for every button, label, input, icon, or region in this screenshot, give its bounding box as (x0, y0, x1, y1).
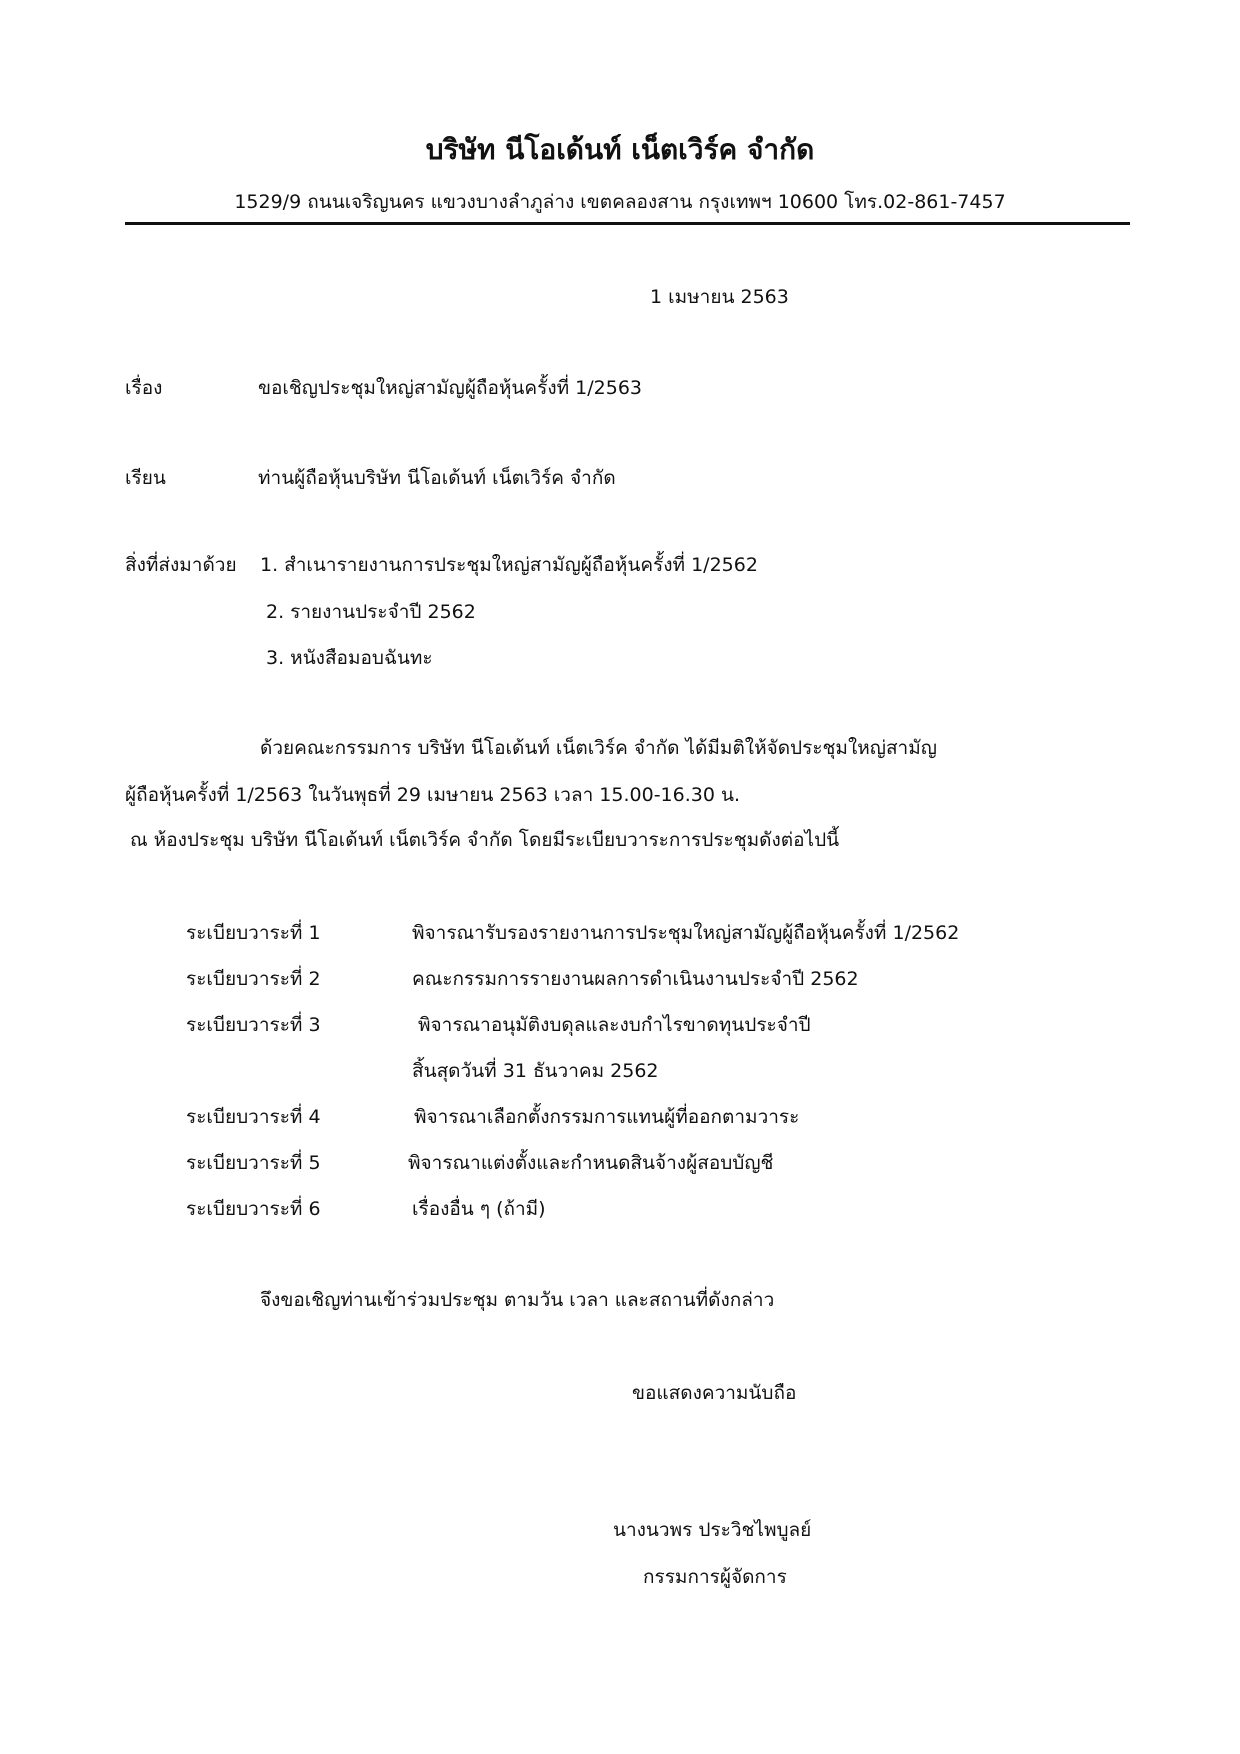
agenda-text-6: เรื่องอื่น ๆ (ถ้ามี) (412, 1198, 546, 1220)
agenda-label-2: ระเบียบวาระที่ 2 (186, 968, 321, 990)
agenda-text-3: พิจารณาอนุมัติงบดุลและงบกำไรขาดทุนประจำปี (418, 1014, 811, 1036)
agenda-text-3-continued: สิ้นสุดวันที่ 31 ธันวาคม 2562 (412, 1060, 659, 1082)
enclosure-item-1: 1. สำเนารายงานการประชุมใหญ่สามัญผู้ถือหุ้นครั้งที่ 1/2562 (260, 554, 758, 576)
enclosure-item-2: 2. รายงานประจำปี 2562 (266, 601, 476, 623)
enclosures-label: สิ่งที่ส่งมาด้วย (125, 554, 237, 576)
closing-regards: ขอแสดงความนับถือ (632, 1382, 797, 1404)
agenda-label-4: ระเบียบวาระที่ 4 (186, 1106, 321, 1128)
subject-label: เรื่อง (125, 377, 163, 399)
agenda-text-1: พิจารณารับรองรายงานการประชุมใหญ่สามัญผู้ถือหุ้นครั้งที่ 1/2562 (412, 922, 960, 944)
agenda-text-5: พิจารณาแต่งตั้งและกำหนดสินจ้างผู้สอบบัญชี (408, 1152, 774, 1174)
body-line-2: ผู้ถือหุ้นครั้งที่ 1/2563 ในวันพุธที่ 29 เมษายน 2563 เวลา 15.00-16.30 น. (125, 784, 741, 806)
agenda-text-2: คณะกรรมการรายงานผลการดำเนินงานประจำปี 2562 (412, 968, 859, 990)
company-address: 1529/9 ถนนเจริญนคร แขวงบางลำภูล่าง เขตคลองสาน กรุงเทพฯ 10600 โทร.02-861-7457 (234, 191, 1006, 213)
recipient-label: เรียน (125, 467, 166, 489)
recipient-text: ท่านผู้ถือหุ้นบริษัท นีโอเด้นท์ เน็ตเวิร์ค จำกัด (258, 467, 616, 489)
body-line-3: ณ ห้องประชุม บริษัท นีโอเด้นท์ เน็ตเวิร์ค จำกัด โดยมีระเบียบวาระการประชุมดังต่อไปนี้ (130, 829, 840, 851)
agenda-label-5: ระเบียบวาระที่ 5 (186, 1152, 321, 1174)
agenda-label-1: ระเบียบวาระที่ 1 (186, 922, 321, 944)
header-divider (125, 222, 1130, 225)
body-line-1: ด้วยคณะกรรมการ บริษัท นีโอเด้นท์ เน็ตเวิร์ค จำกัด ได้มีมติให้จัดประชุมใหญ่สามัญ (260, 737, 937, 759)
closing-invitation: จึงขอเชิญท่านเข้าร่วมประชุม ตามวัน เวลา และสถานที่ดังกล่าว (260, 1289, 775, 1311)
agenda-label-3: ระเบียบวาระที่ 3 (186, 1014, 321, 1036)
agenda-text-4: พิจารณาเลือกตั้งกรรมการแทนผู้ที่ออกตามวาระ (414, 1106, 800, 1128)
enclosure-item-3: 3. หนังสือมอบฉันทะ (266, 647, 433, 669)
signer-title: กรรมการผู้จัดการ (643, 1566, 787, 1588)
agenda-label-6: ระเบียบวาระที่ 6 (186, 1198, 321, 1220)
signer-name: นางนวพร ประวิชไพบูลย์ (613, 1519, 812, 1541)
company-name: บริษัท นีโอเด้นท์ เน็ตเวิร์ค จำกัด (425, 133, 815, 166)
subject-text: ขอเชิญประชุมใหญ่สามัญผู้ถือหุ้นครั้งที่ 1/2563 (258, 377, 642, 399)
letter-date: 1 เมษายน 2563 (650, 286, 789, 308)
